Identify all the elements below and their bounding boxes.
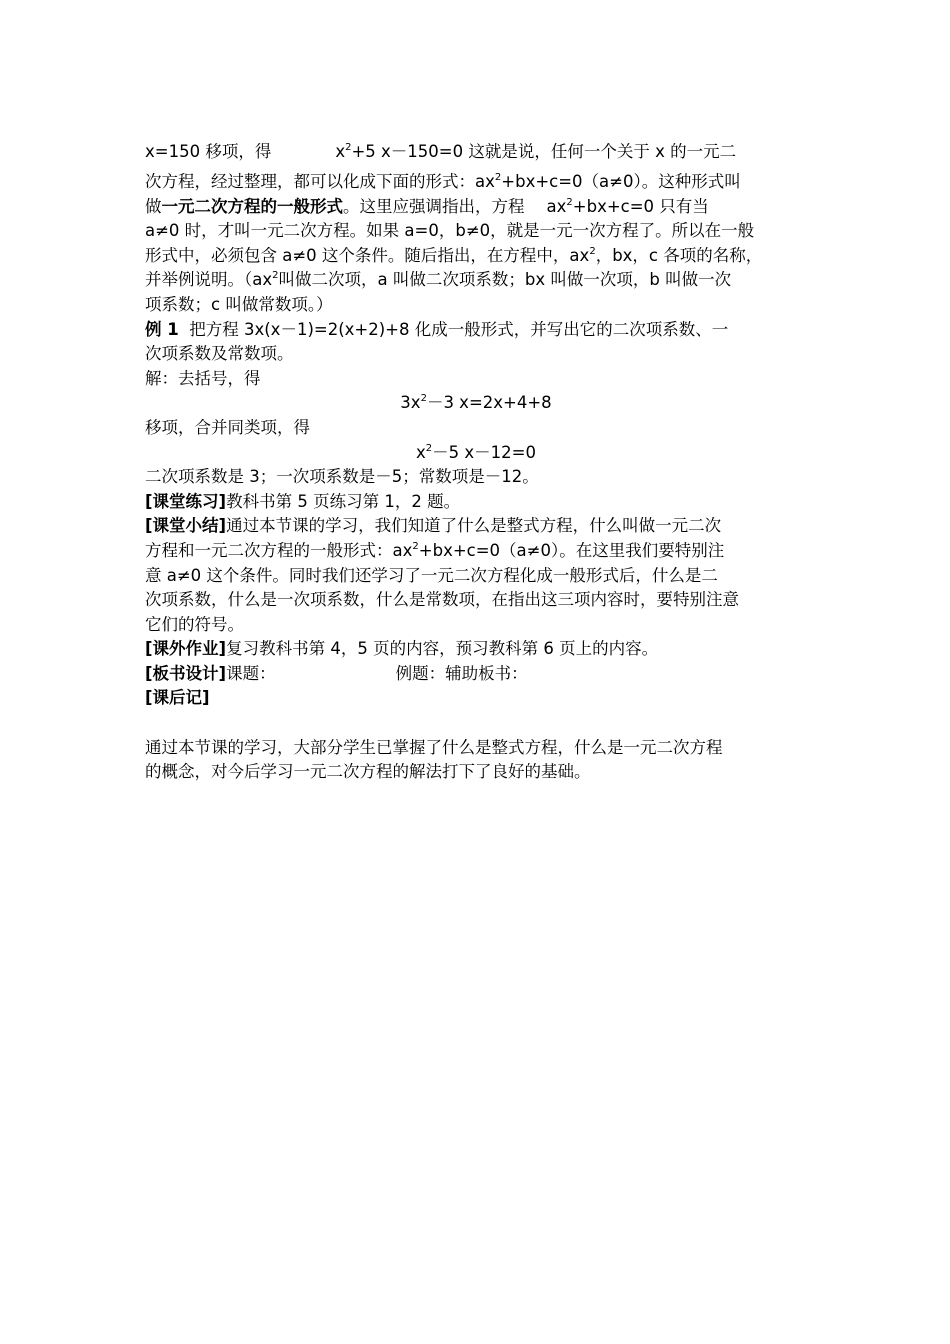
coefficient-line: 二次项系数是 3；一次项系数是－5；常数项是－12。 <box>145 467 539 487</box>
notes-line <box>145 686 807 711</box>
example-label: 例 1 <box>145 319 179 339</box>
text: +bx+c=0 只有当 <box>572 196 709 216</box>
superscript: 2 <box>420 393 427 405</box>
reflection-line-2: 的概念，对今后学习一元二次方程的解法打下了良好的基础。 <box>145 762 591 782</box>
section-label: [课外作业] <box>145 639 227 659</box>
text: 通过本节课的学习，我们知道了什么是整式方程，什么叫做一元二次 <box>226 516 722 536</box>
homework-line <box>145 637 807 662</box>
text: +bx+c=0（a≠0）。这种形式叫 <box>501 172 741 191</box>
text-line-6 <box>145 268 807 293</box>
superscript: 2 <box>589 245 596 257</box>
summary-line-3: 意 a≠0 这个条件。同时我们还学习了一元二次方程化成一般形式后，什么是二 <box>145 565 718 585</box>
superscript: 2 <box>425 442 433 454</box>
section-label: [课堂小结] <box>145 516 227 536</box>
summary-line-5: 它们的符号。 <box>145 614 244 634</box>
text: 例题：辅助板书： <box>395 663 528 683</box>
text: －3 x=2x+4+8 <box>426 393 552 413</box>
summary-line-2 <box>145 539 807 564</box>
superscript: 2 <box>412 540 419 552</box>
text: x <box>416 442 426 462</box>
text: ax <box>546 196 567 216</box>
document-page <box>145 140 807 785</box>
equation-1 <box>145 391 807 416</box>
bold-term: 一元二次方程的一般形式 <box>161 196 343 216</box>
superscript: 2 <box>345 142 352 153</box>
practice-line <box>145 490 807 515</box>
example-line-1 <box>145 318 807 343</box>
section-label: [课堂练习] <box>145 491 227 511</box>
text: 把方程 3x(x－1)=2(x+2)+8 化成一般形式，并写出它的二次项系数、一 <box>189 319 729 339</box>
text: 做 <box>145 196 162 216</box>
text: +5 x－150=0 这就是说，任何一个关于 x 的一元二 <box>351 142 737 161</box>
text: x <box>335 142 346 161</box>
text: 并举例说明。（ax <box>145 270 273 290</box>
text: 3x <box>400 393 421 413</box>
equation-2 <box>145 441 807 466</box>
text: 叫做二次项，a 叫做二次项系数；bx 叫做一次项，b 叫做一次 <box>278 270 732 290</box>
summary-line-4: 次项系数，什么是一次项系数，什么是常数项，在指出这三项内容时，要特别注意 <box>145 590 739 610</box>
text: 次方程，经过整理，都可以化成下面的形式：ax <box>145 172 495 191</box>
move-line: 移项，合并同类项，得 <box>145 417 310 437</box>
text-line-1 <box>145 140 807 170</box>
text: 教科书第 5 页练习第 1，2 题。 <box>226 491 461 511</box>
section-label: [课后记] <box>145 688 210 708</box>
text-line-7: 项系数；c 叫做常数项。） <box>145 294 333 314</box>
text: ，bx，c 各项的名称， <box>595 245 763 265</box>
text: 形式中，必须包含 a≠0 这个条件。随后指出，在方程中，ax <box>145 245 590 265</box>
text: 复习教科书第 4，5 页的内容，预习教科第 6 页上的内容。 <box>226 639 659 659</box>
text-line-5 <box>145 244 807 269</box>
text-line-3 <box>145 195 807 220</box>
text: x=150 移项，得 <box>145 142 272 161</box>
blank-line <box>145 711 807 736</box>
text: +bx+c=0（a≠0）。在这里我们要特别注 <box>418 540 725 560</box>
superscript: 2 <box>494 172 502 183</box>
solution-line: 解：去括号，得 <box>145 368 261 388</box>
superscript: 2 <box>272 270 279 282</box>
text-line-2 <box>145 170 807 195</box>
section-label: [板书设计] <box>145 663 227 683</box>
board-design-line <box>145 662 807 687</box>
superscript: 2 <box>566 196 573 208</box>
summary-line-1 <box>145 514 807 539</box>
text: －5 x－12=0 <box>432 442 536 462</box>
example-line-2: 次项系数及常数项。 <box>145 344 294 364</box>
text: 课题： <box>226 663 276 683</box>
text: 方程和一元二次方程的一般形式：ax <box>145 540 413 560</box>
text-line-4: a≠0 时，才叫一元二次方程。如果 a=0，b≠0，就是一元一次方程了。所以在一般 <box>145 221 755 241</box>
text: 。这里应强调指出，方程 <box>343 196 525 216</box>
reflection-line-1: 通过本节课的学习，大部分学生已掌握了什么是整式方程，什么是一元二次方程 <box>145 737 723 757</box>
